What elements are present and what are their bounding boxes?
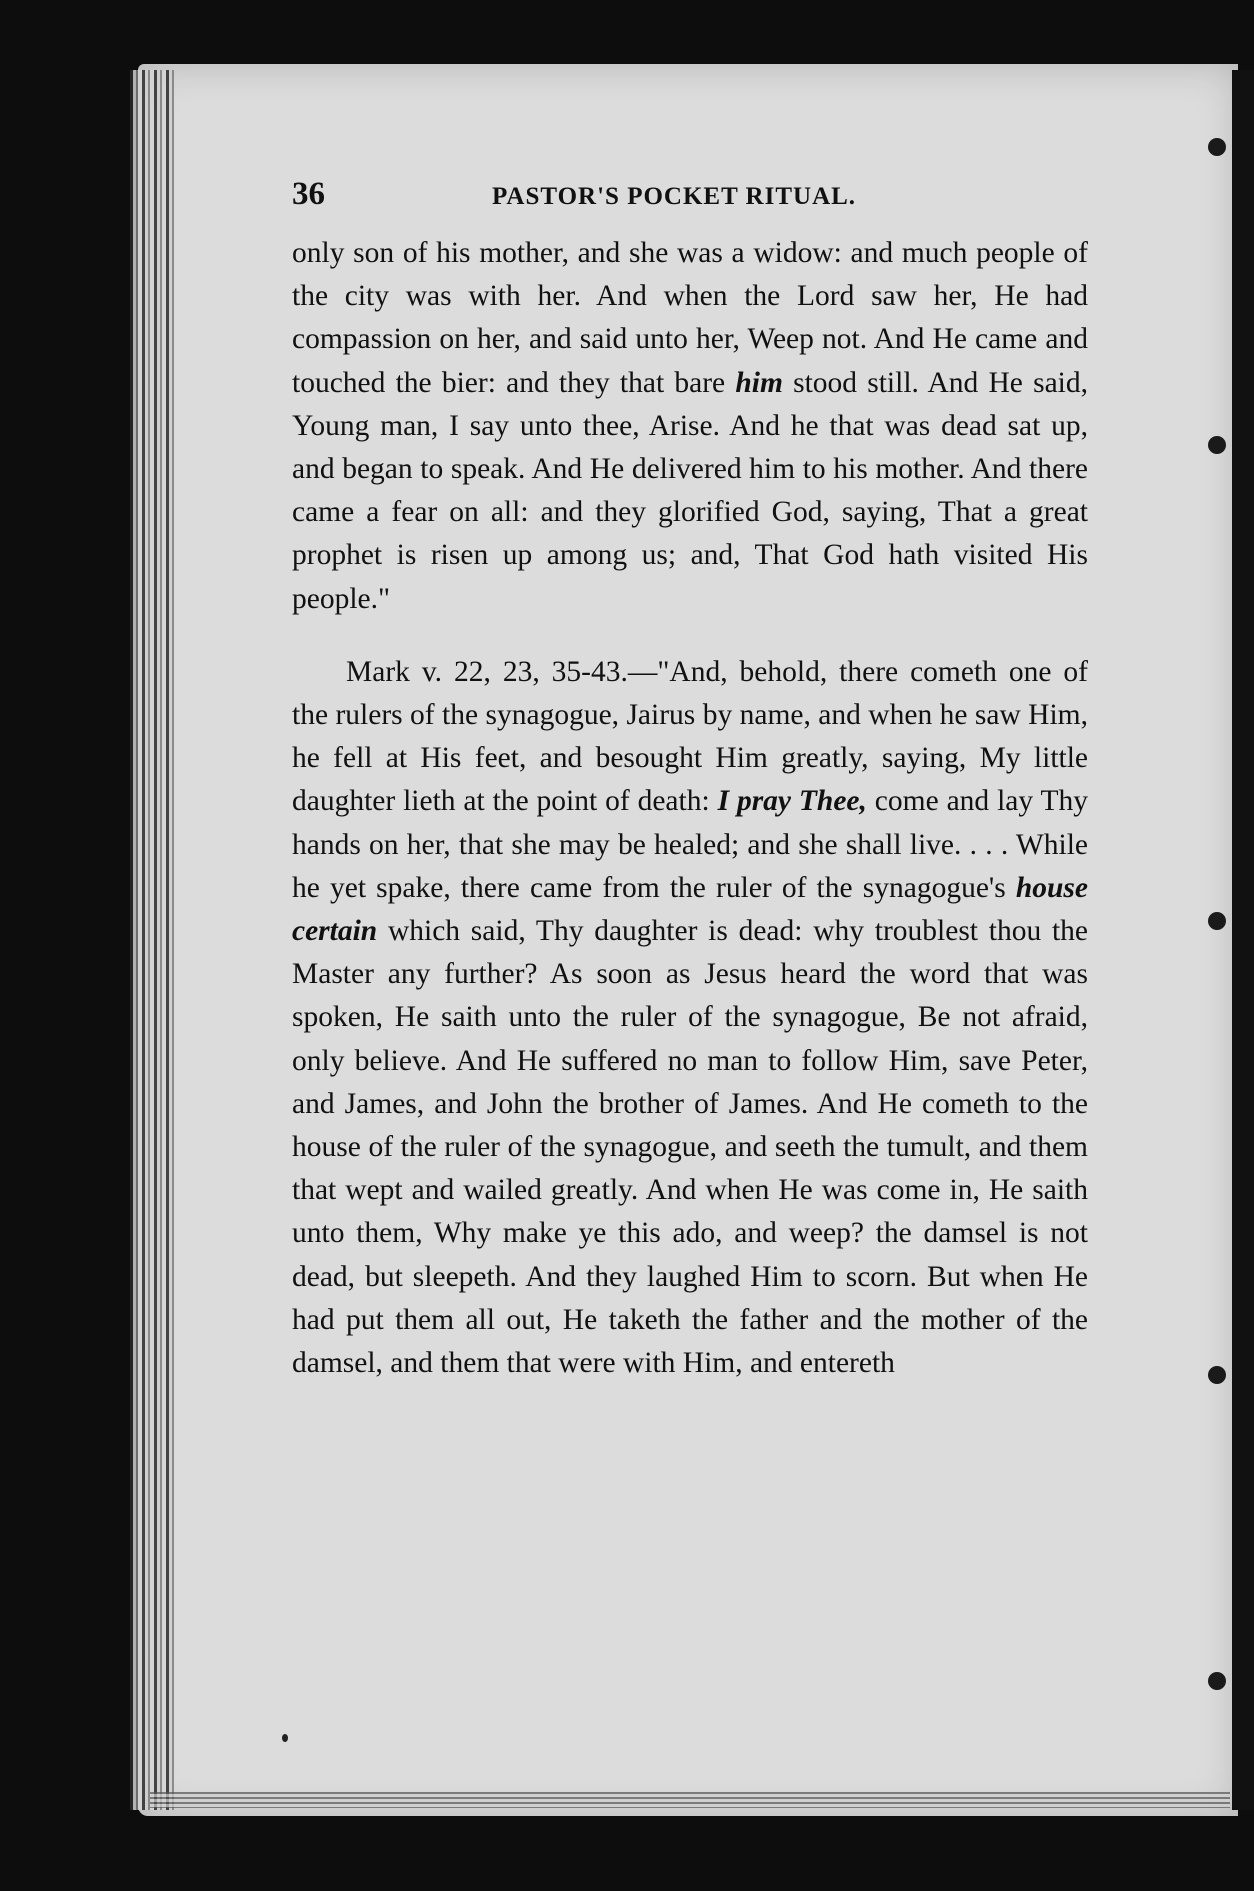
page-header [292,176,1088,232]
page-content [292,176,1088,1385]
italic-segment: him [735,366,783,399]
edge-mark [1208,138,1226,156]
edge-mark [1208,436,1226,454]
page-binding-edge [130,70,174,1810]
italic-segment: house certain [292,871,1088,948]
text-segment: which said, Thy daughter is dead: why troublest thou the Master any further? As soon as Jesus heard the word that was spoken, He saith unto the ruler of the synagogue, Be not afraid, only believe. And He suffered no man to follow Him, save Peter, and James, and John the brother of James. And He cometh to the house of the ruler of the synagogue, and seeth the tumult, and them that wept and wailed greatly. And when He was come in, He saith unto them, Why make ye this ado, and weep? the damsel is not dead, but sleepeth. And they laughed Him to scorn. But when He had put them all out, He taketh the father and the mother of the damsel, and them that were with Him, and entereth [292,915,1088,1380]
text-segment: stood still. And He said, Young man, I say unto thee, Arise. And he that was dead sat up, and began to speak. And He delivered him to his mother. And there came a fear on all: and they glorified God, saying, That a great prophet is risen up among us; and, That God hath visited His people." [292,366,1088,615]
scan-right-margin [1232,70,1254,1810]
paragraph-continuation [292,232,1088,621]
text-segment: Mark v. 22, 23, 35-43.—"And, behold, there cometh one of the rulers of the synagogue, Jairus by name, and when he saw Him, he fell at His feet, and besought Him greatly, saying, My little daughter lieth at the point of death: [292,655,1088,818]
page-number: 36 [292,176,325,212]
ink-speck [282,1734,288,1742]
page-bottom-edge [150,1792,1230,1808]
text-segment: come and lay Thy hands on her, that she may be healed; and she shall live. . . . While he yet spake, there came from the ruler of the synagogue's [292,785,1089,904]
text-segment: only son of his mother, and she was a widow: and much people of the city was with her. And when the Lord saw her, He had compassion on her, and said unto her, Weep not. And He came and touched the bier: and they that bare [292,237,1088,399]
italic-segment: I pray Thee, [717,785,867,818]
edge-mark [1208,1672,1226,1690]
running-title: PASTOR'S POCKET RITUAL. [492,183,857,210]
paragraph-mark-passage [292,651,1088,1385]
edge-mark [1208,912,1226,930]
edge-mark [1208,1366,1226,1384]
